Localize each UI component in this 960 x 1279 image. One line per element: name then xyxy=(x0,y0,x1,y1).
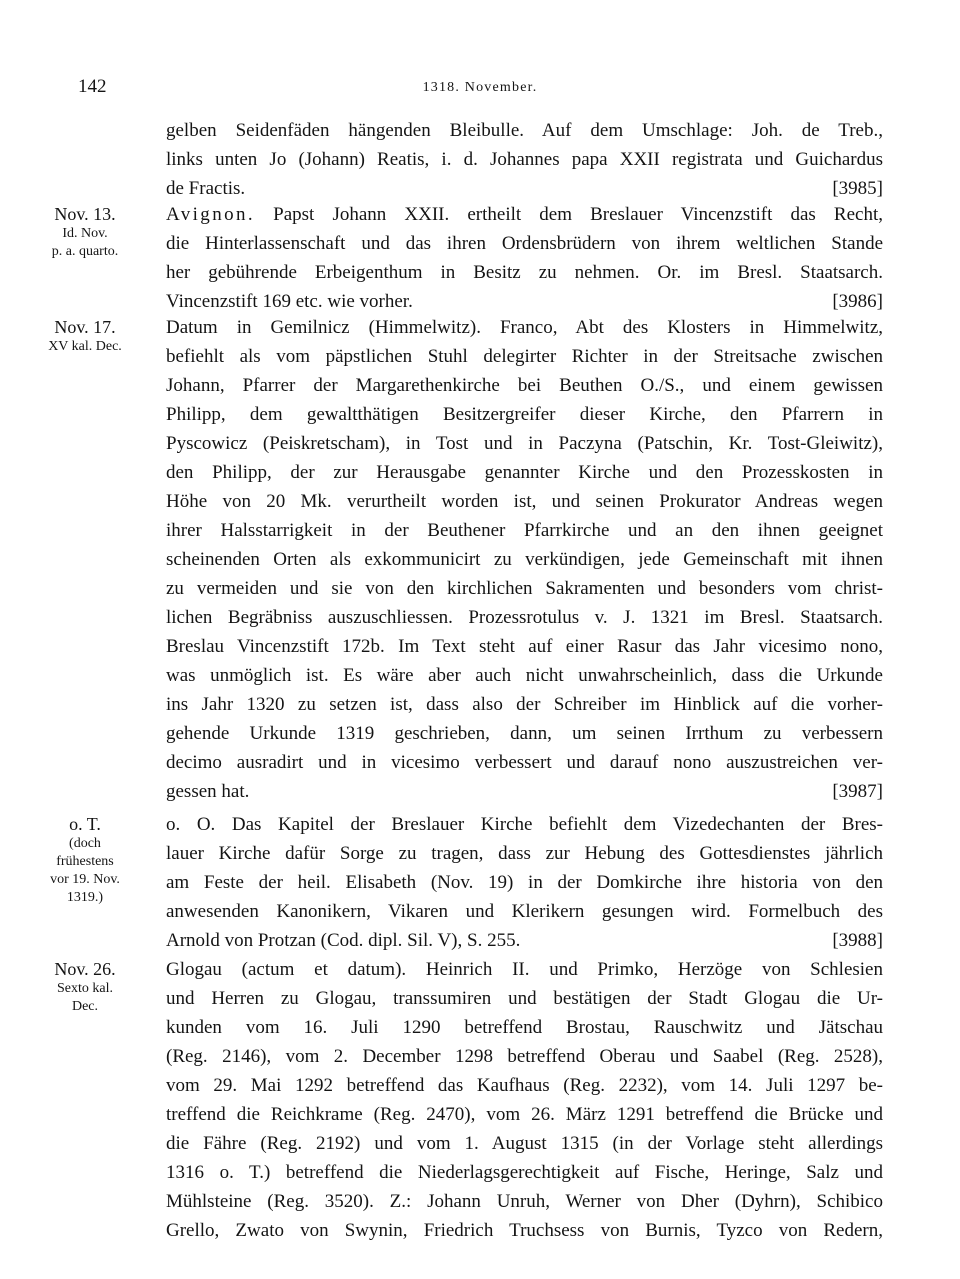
running-title: 1318. November. xyxy=(422,80,538,95)
text-line: lauer Kirche dafür Sorge zu tragen, dass zur Hebung des Gottesdienstes jährlich xyxy=(166,843,883,864)
text-line-with-ref xyxy=(166,287,883,316)
date-note: p. a. quarto. xyxy=(51,244,119,259)
text-line: was unmöglich ist. Es wäre aber auch nicht unwahrscheinlich, dass die Urkunde xyxy=(166,665,883,686)
margin-date xyxy=(10,313,160,356)
page-header xyxy=(0,74,960,104)
text-line: her gebührende Erbeigenthum in Besitz zu nehmen. Or. im Bresl. Staatsarch. xyxy=(166,262,883,283)
text-line: Glogau (actum et datum). Heinrich II. und Primko, Herzöge von Schlesien xyxy=(166,959,883,980)
date-note: frühestens xyxy=(56,854,114,869)
text-line: gelben Seidenfäden hängenden Bleibulle. Auf dem Umschlage: Joh. de Treb., xyxy=(166,120,883,141)
text-line: Grello, Zwato von Swynin, Friedrich Truchsess von Burnis, Tyzco von Redern, xyxy=(166,1220,883,1241)
text-line: ihrer Halsstarrigkeit in der Beuthener Pfarrkirche und an den ihnen geeignet xyxy=(166,520,883,541)
text-line-with-ref xyxy=(166,926,883,955)
text-line: am Feste der heil. Elisabeth (Nov. 19) in der Domkirche ihre historia von den xyxy=(166,872,883,893)
register-number: [3986] xyxy=(832,291,883,312)
text-line: kunden vom 16. Juli 1290 betreffend Brostau, Rauschwitz und Jätschau xyxy=(166,1017,883,1038)
text-line-with-place xyxy=(166,200,883,229)
date-note: Dec. xyxy=(71,999,99,1014)
date-label: Nov. 13. xyxy=(54,204,116,224)
text-line: o. O. Das Kapitel der Breslauer Kirche befiehlt dem Vizedechanten der Bres- xyxy=(166,814,883,835)
place-name: Avignon. xyxy=(166,204,256,225)
text-line: die Fähre (Reg. 2192) und vom 1. August 1315 (in der Vorlage steht allerdings xyxy=(166,1133,883,1154)
margin-date xyxy=(10,200,160,261)
date-note: vor 19. Nov. xyxy=(50,872,120,887)
register-number: [3985] xyxy=(832,178,883,199)
text-line: Johann, Pfarrer der Margarethenkirche bei Beuthen O./S., und einem gewissen xyxy=(166,375,883,396)
date-note: (doch xyxy=(69,836,101,851)
text-line: links unten Jo (Johann) Reatis, i. d. Johannes papa XXII registrata und Guichardus xyxy=(166,149,883,170)
date-note: XV kal. Dec. xyxy=(48,339,122,354)
text-line: scheinenden Orten als exkommunicirt zu verkündigen, jede Gemeinschaft mit ihnen xyxy=(166,549,883,570)
text-line: anwesenden Kanonikern, Vikaren und Klerikern gesungen wird. Formelbuch des xyxy=(166,901,883,922)
date-label: o. T. xyxy=(69,814,101,834)
text-line: Philipp, dem gewaltthätigen Besitzergreifer dieser Kirche, den Pfarrern in xyxy=(166,404,883,425)
margin-date xyxy=(10,810,160,907)
text-line: Pyscowicz (Peiskretscham), in Tost und in Paczyna (Patschin, Kr. Tost-Gleiwitz), xyxy=(166,433,883,454)
text-line: gessen hat. xyxy=(166,781,250,802)
text-line: vom 29. Mai 1292 betreffend das Kaufhaus (Reg. 2232), vom 14. Juli 1297 be- xyxy=(166,1075,883,1096)
text-line: treffend die Reichkrame (Reg. 2470), vom 26. März 1291 betreffend die Brücke und xyxy=(166,1104,883,1125)
margin-date xyxy=(10,955,160,1016)
date-label: Nov. 26. xyxy=(54,959,116,979)
date-note: 1319.) xyxy=(66,890,104,905)
text-line: Höhe von 20 Mk. verurtheilt worden ist, und seinen Prokurator Andreas wegen xyxy=(166,491,883,512)
date-note: Id. Nov. xyxy=(62,226,108,241)
text-line: Breslau Vincenzstift 172b. Im Text steht auf einer Rasur das Jahr vicesimo nono, xyxy=(166,636,883,657)
register-number: [3988] xyxy=(832,930,883,951)
text-line: und Herren zu Glogau, transsumiren und bestätigen der Stadt Glogau die Ur- xyxy=(166,988,883,1009)
text-line: lichen Begräbniss auszuschliessen. Prozessrotulus v. J. 1321 im Bresl. Staatsarch. xyxy=(166,607,883,628)
text-line: de Fractis. xyxy=(166,178,246,199)
text-line: ins Jahr 1320 zu setzen ist, dass also der Schreiber im Hinblick auf die vorher- xyxy=(166,694,883,715)
text-line: den Philipp, der zur Herausgabe genannter Kirche und den Prozesskosten in xyxy=(166,462,883,483)
text-line: Vincenzstift 169 etc. wie vorher. xyxy=(166,291,413,312)
text-line: (Reg. 2146), vom 2. December 1298 betreffend Oberau und Saabel (Reg. 2528), xyxy=(166,1046,883,1067)
text-line: befiehlt als vom päpstlichen Stuhl delegirter Richter in der Streitsache zwischen xyxy=(166,346,883,367)
text-line-with-ref xyxy=(166,174,883,203)
text-line: decimo ausradirt und in vicesimo verbessert und darauf nono auszustreichen ver- xyxy=(166,752,883,773)
date-note: Sexto kal. xyxy=(57,981,113,996)
register-number: [3987] xyxy=(832,781,883,802)
text-line: 1316 o. T.) betreffend die Niederlagsgerechtigkeit auf Fische, Heringe, Salz und xyxy=(166,1162,883,1183)
text-line: zu vermeiden und sie von den kirchlichen Sakramenten und besonders vom christ- xyxy=(166,578,883,599)
text-line: die Hinterlassenschaft und das ihren Ordensbrüdern von ihrem weltlichen Stande xyxy=(166,233,883,254)
text-line: Mühlsteine (Reg. 3520). Z.: Johann Unruh, Werner von Dher (Dyhrn), Schibico xyxy=(166,1191,883,1212)
page-number: 142 xyxy=(78,76,107,97)
text-line-with-ref xyxy=(166,777,883,806)
text-line: gehende Urkunde 1319 geschrieben, dann, um seinen Irrthum zu verbessern xyxy=(166,723,883,744)
date-label: Nov. 17. xyxy=(54,317,116,337)
text-line: Papst Johann XXII. ertheilt dem Breslauer Vincenzstift das Recht, xyxy=(255,204,883,225)
text-line: Arnold von Protzan (Cod. dipl. Sil. V), S. 255. xyxy=(166,930,521,951)
text-line: Datum in Gemilnicz (Himmelwitz). Franco, Abt des Klosters in Himmelwitz, xyxy=(166,317,883,338)
